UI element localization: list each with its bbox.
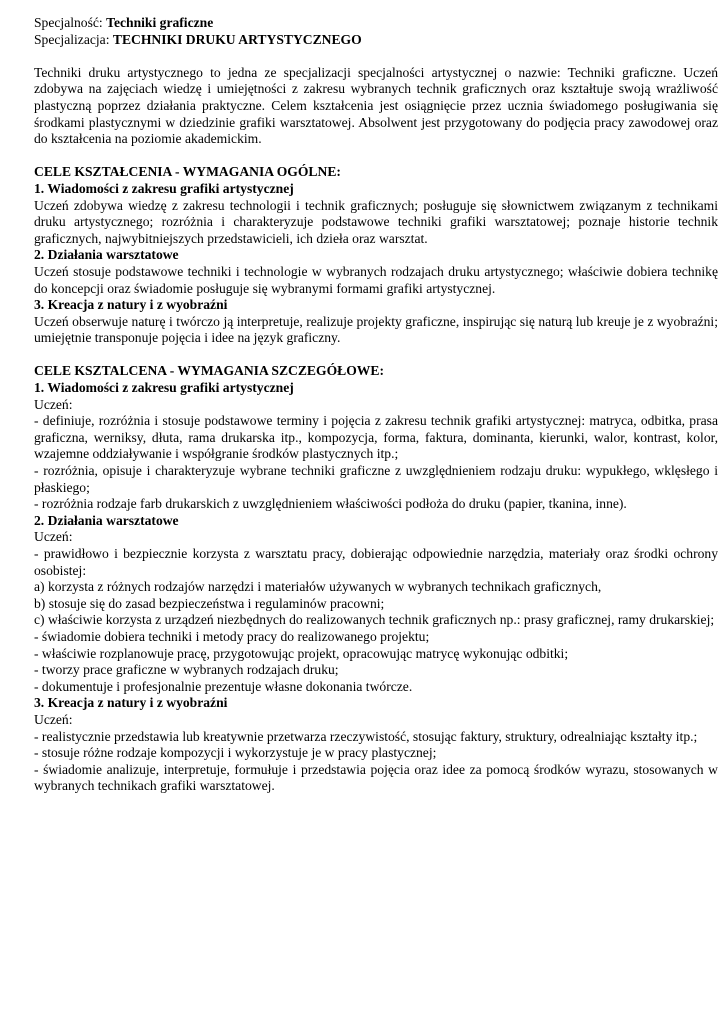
list-item: - świadomie dobiera techniki i metody pracy do realizowanego projektu;	[34, 628, 430, 644]
specialty-label: Specjalność:	[34, 15, 103, 30]
specialty-value: Techniki graficzne	[106, 15, 214, 30]
detailed-section-3-list	[34, 729, 718, 795]
detailed-section-1-list	[34, 413, 718, 513]
list-item: - rozróżnia rodzaje farb drukarskich z uwzględnieniem właściwości podłoża do druku (papier, tkanina, inne).	[34, 496, 627, 512]
spacer	[34, 148, 718, 165]
spacer	[34, 347, 718, 364]
specialization-value: TECHNIKI DRUKU ARTYSTYCZNEGO	[112, 31, 362, 47]
specialty-line	[34, 15, 718, 32]
document-content	[34, 15, 718, 795]
list-item: - rozróżnia, opisuje i charakteryzuje wybrane techniki graficzne z uwzględnieniem rodzaju druku: wypukłego, wklęsłego i płaskiego;	[34, 463, 718, 495]
list-item: - prawidłowo i bezpiecznie korzysta z warsztatu pracy, dobierając odpowiednie narzędzia, materiały oraz środki ochrony osobistej:	[34, 546, 718, 578]
specialization-line	[34, 32, 718, 49]
general-section-2-heading: 2. Działania warsztatowe	[34, 247, 179, 263]
list-item: a) korzysta z różnych rodzajów narzędzi i materiałów używanych w wybranych technikach graficznych,	[34, 579, 602, 595]
detailed-section-2-heading: 2. Działania warsztatowe	[34, 512, 179, 528]
spacer	[34, 48, 718, 65]
general-section-1-text: Uczeń zdobywa wiedzę z zakresu technologii i technik graficznych; posługuje się słownictwem związanym z technikami druku artystycznego; rozróżnia i charakteryzuje podstawowe techniki grafiki warsztatowej; poznaje historie technik graficznych, najwybitniejszych przedstawicieli, ich dzieła oraz warsztat.	[34, 197, 718, 246]
detailed-section-2-list	[34, 546, 718, 695]
list-item: - tworzy prace graficzne w wybranych rodzajach druku;	[34, 662, 339, 678]
detailed-section-3-heading: 3. Kreacja z natury i z wyobraźni	[34, 695, 228, 711]
general-section-3-text: Uczeń obserwuje naturę i twórczo ją interpretuje, realizuje projekty graficzne, inspirując się naturą lub kreuje je z wyobraźni; umiejętnie transponuje pojęcia i idee na język graficzny.	[34, 313, 718, 346]
list-item: - stosuje różne rodzaje kompozycji i wykorzystuje je w pracy plastycznej;	[34, 745, 437, 761]
list-item: b) stosuje się do zasad bezpieczeństwa i regulaminów pracowni;	[34, 595, 385, 611]
general-section-2-text: Uczeń stosuje podstawowe techniki i technologie w wybranych rodzajach druku artystycznego; właściwie dobiera technikę do koncepcji oraz świadomie posługuje się wybranymi formami grafiki artystycznej.	[34, 263, 718, 296]
list-item: - dokumentuje i profesjonalnie prezentuje własne dokonania twórcze.	[34, 678, 413, 694]
general-goals-heading: CELE KSZTAŁCENIA - WYMAGANIA OGÓLNE:	[34, 164, 341, 180]
list-item: c) właściwie korzysta z urządzeń niezbędnych do realizowanych technik graficznych np.: prasy graficznej, ramy drukarskiej;	[34, 612, 715, 628]
list-item: - realistycznie przedstawia lub kreatywnie przetwarza rzeczywistość, stosując faktury, struktury, odrealniając kształty itp.;	[34, 728, 698, 744]
intro-paragraph: Techniki druku artystycznego to jedna ze specjalizacji specjalności artystycznej o nazwie: Techniki graficzne. Uczeń zdobywa na zajęciach wiedzę i umiejętności z zakresu wybranych technik graficznych oraz kształtuje swoją wrażliwość plastyczną poprzez działania praktyczne. Celem kształcenia jest osiągnięcie przez ucznia świadomego posługiwania się środkami plastycznymi w dziedzinie grafiki warsztatowej. Absolwent jest przygotowany do podjęcia pracy zawodowej oraz do kształcenia na poziomie akademickim.	[34, 64, 718, 147]
list-item: - świadomie analizuje, interpretuje, formułuje i przedstawia pojęcia oraz idee za pomocą środków wyrazu, stosowanych w wybranych technikach grafiki warsztatowej.	[34, 761, 718, 794]
specialization-label: Specjalizacja:	[34, 31, 110, 47]
detailed-section-1-heading: 1. Wiadomości z zakresu grafiki artystycznej	[34, 380, 294, 396]
list-item: - właściwie rozplanowuje pracę, przygotowując projekt, opracowując matrycę wykonując odbitki;	[34, 645, 569, 661]
general-section-1-heading: 1. Wiadomości z zakresu grafiki artystycznej	[34, 180, 294, 196]
detailed-section-1-lead: Uczeń:	[34, 396, 73, 412]
list-item: - definiuje, rozróżnia i stosuje podstawowe terminy i pojęcia z zakresu technik grafiki artystycznej: matryca, odbitka, prasa graficzna, werniksy, dłuta, rama drukarska itp., kompozycja, forma, faktura, dominanta, kierunki, walor, kontrast, kolor, wzajemne oddziaływanie i współgranie środków plastycznych itp.;	[34, 413, 718, 462]
detailed-goals-heading: CELE KSZTALCENA - WYMAGANIA SZCZEGÓŁOWE:	[34, 363, 384, 379]
detailed-section-3-lead: Uczeń:	[34, 711, 73, 727]
detailed-section-2-lead: Uczeń:	[34, 529, 73, 545]
general-section-3-heading: 3. Kreacja z natury i z wyobraźni	[34, 297, 228, 313]
